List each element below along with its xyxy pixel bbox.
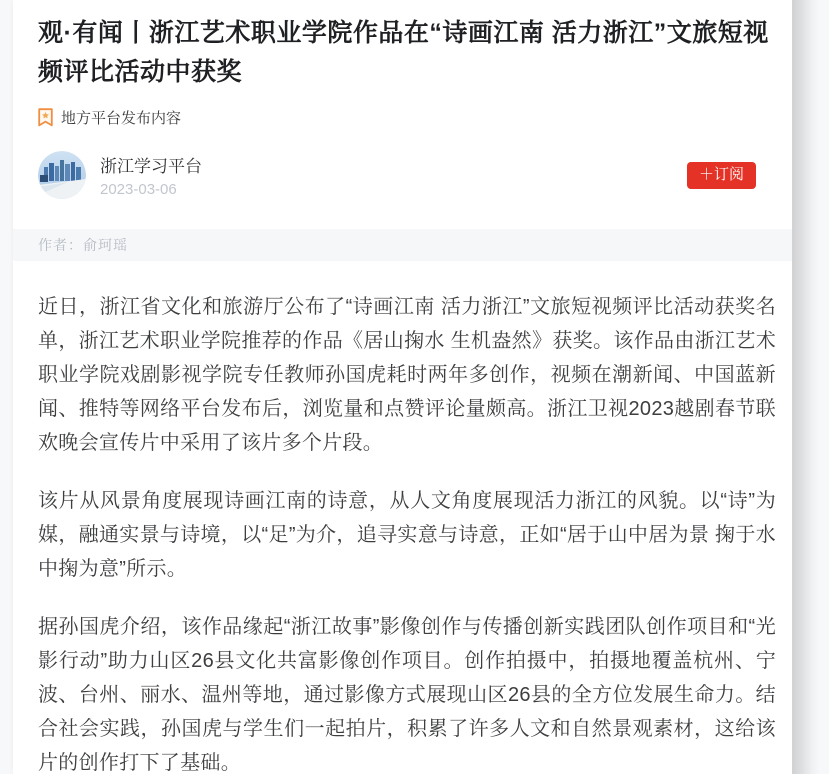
source-tag-row	[38, 107, 776, 127]
author-line: 作者：俞珂瑶	[13, 229, 792, 261]
page-title: 观·有闻丨浙江艺术职业学院作品在“诗画江南 活力浙江”文旅短视频评比活动中获奖	[38, 19, 769, 86]
subscribe-button[interactable]: ＋订阅	[687, 162, 756, 189]
publisher-name[interactable]: 浙江学习平台	[100, 157, 202, 176]
article-paragraph: 近日，浙江省文化和旅游厅公布了“诗画江南 活力浙江”文旅短视频评比活动获奖名单，浙江艺术职业学院推荐的作品《居山掬水 生机盎然》获奖。该作品由浙江艺术职业学院戏剧影视学院专任教师孙国虎耗时两年多创作，视频在潮新闻、中国蓝新闻、推特等网络平台发布后，浏览量和点赞评论量颇高。浙江卫视2023越剧春节联欢晚会宣传片中采用了该片多个片段。	[38, 296, 776, 454]
publisher-row	[38, 151, 776, 199]
publish-date: 2023-03-06	[100, 181, 177, 198]
publisher-avatar[interactable]	[38, 151, 86, 199]
publisher-meta	[100, 152, 202, 198]
article-paragraph: 据孙国虎介绍，该作品缘起“浙江故事”影像创作与传播创新实践团队创作项目和“光影行动”助力山区26县文化共富影像创作项目。创作拍摄中，拍摄地覆盖杭州、宁波、台州、丽水、温州等地，通过影像方式展现山区26县的全方位发展生命力。结合社会实践，孙国虎与学生们一起拍片，积累了许多人文和自然景观素材，这给该片的创作打下了基础。	[38, 616, 776, 774]
article-body	[38, 290, 776, 774]
source-tag-label: 地方平台发布内容	[61, 109, 182, 127]
ribbon-star-icon	[38, 108, 53, 127]
article-paragraph: 该片从风景角度展现诗画江南的诗意，从人文角度展现活力浙江的风貌。以“诗”为媒，融通实景与诗境，以“足”为介，追寻实意与诗意，正如“居于山中居为景 掬于水中掬为意”所示。	[38, 490, 776, 580]
scrollbar-track[interactable]	[792, 0, 820, 774]
article-card	[13, 0, 792, 774]
